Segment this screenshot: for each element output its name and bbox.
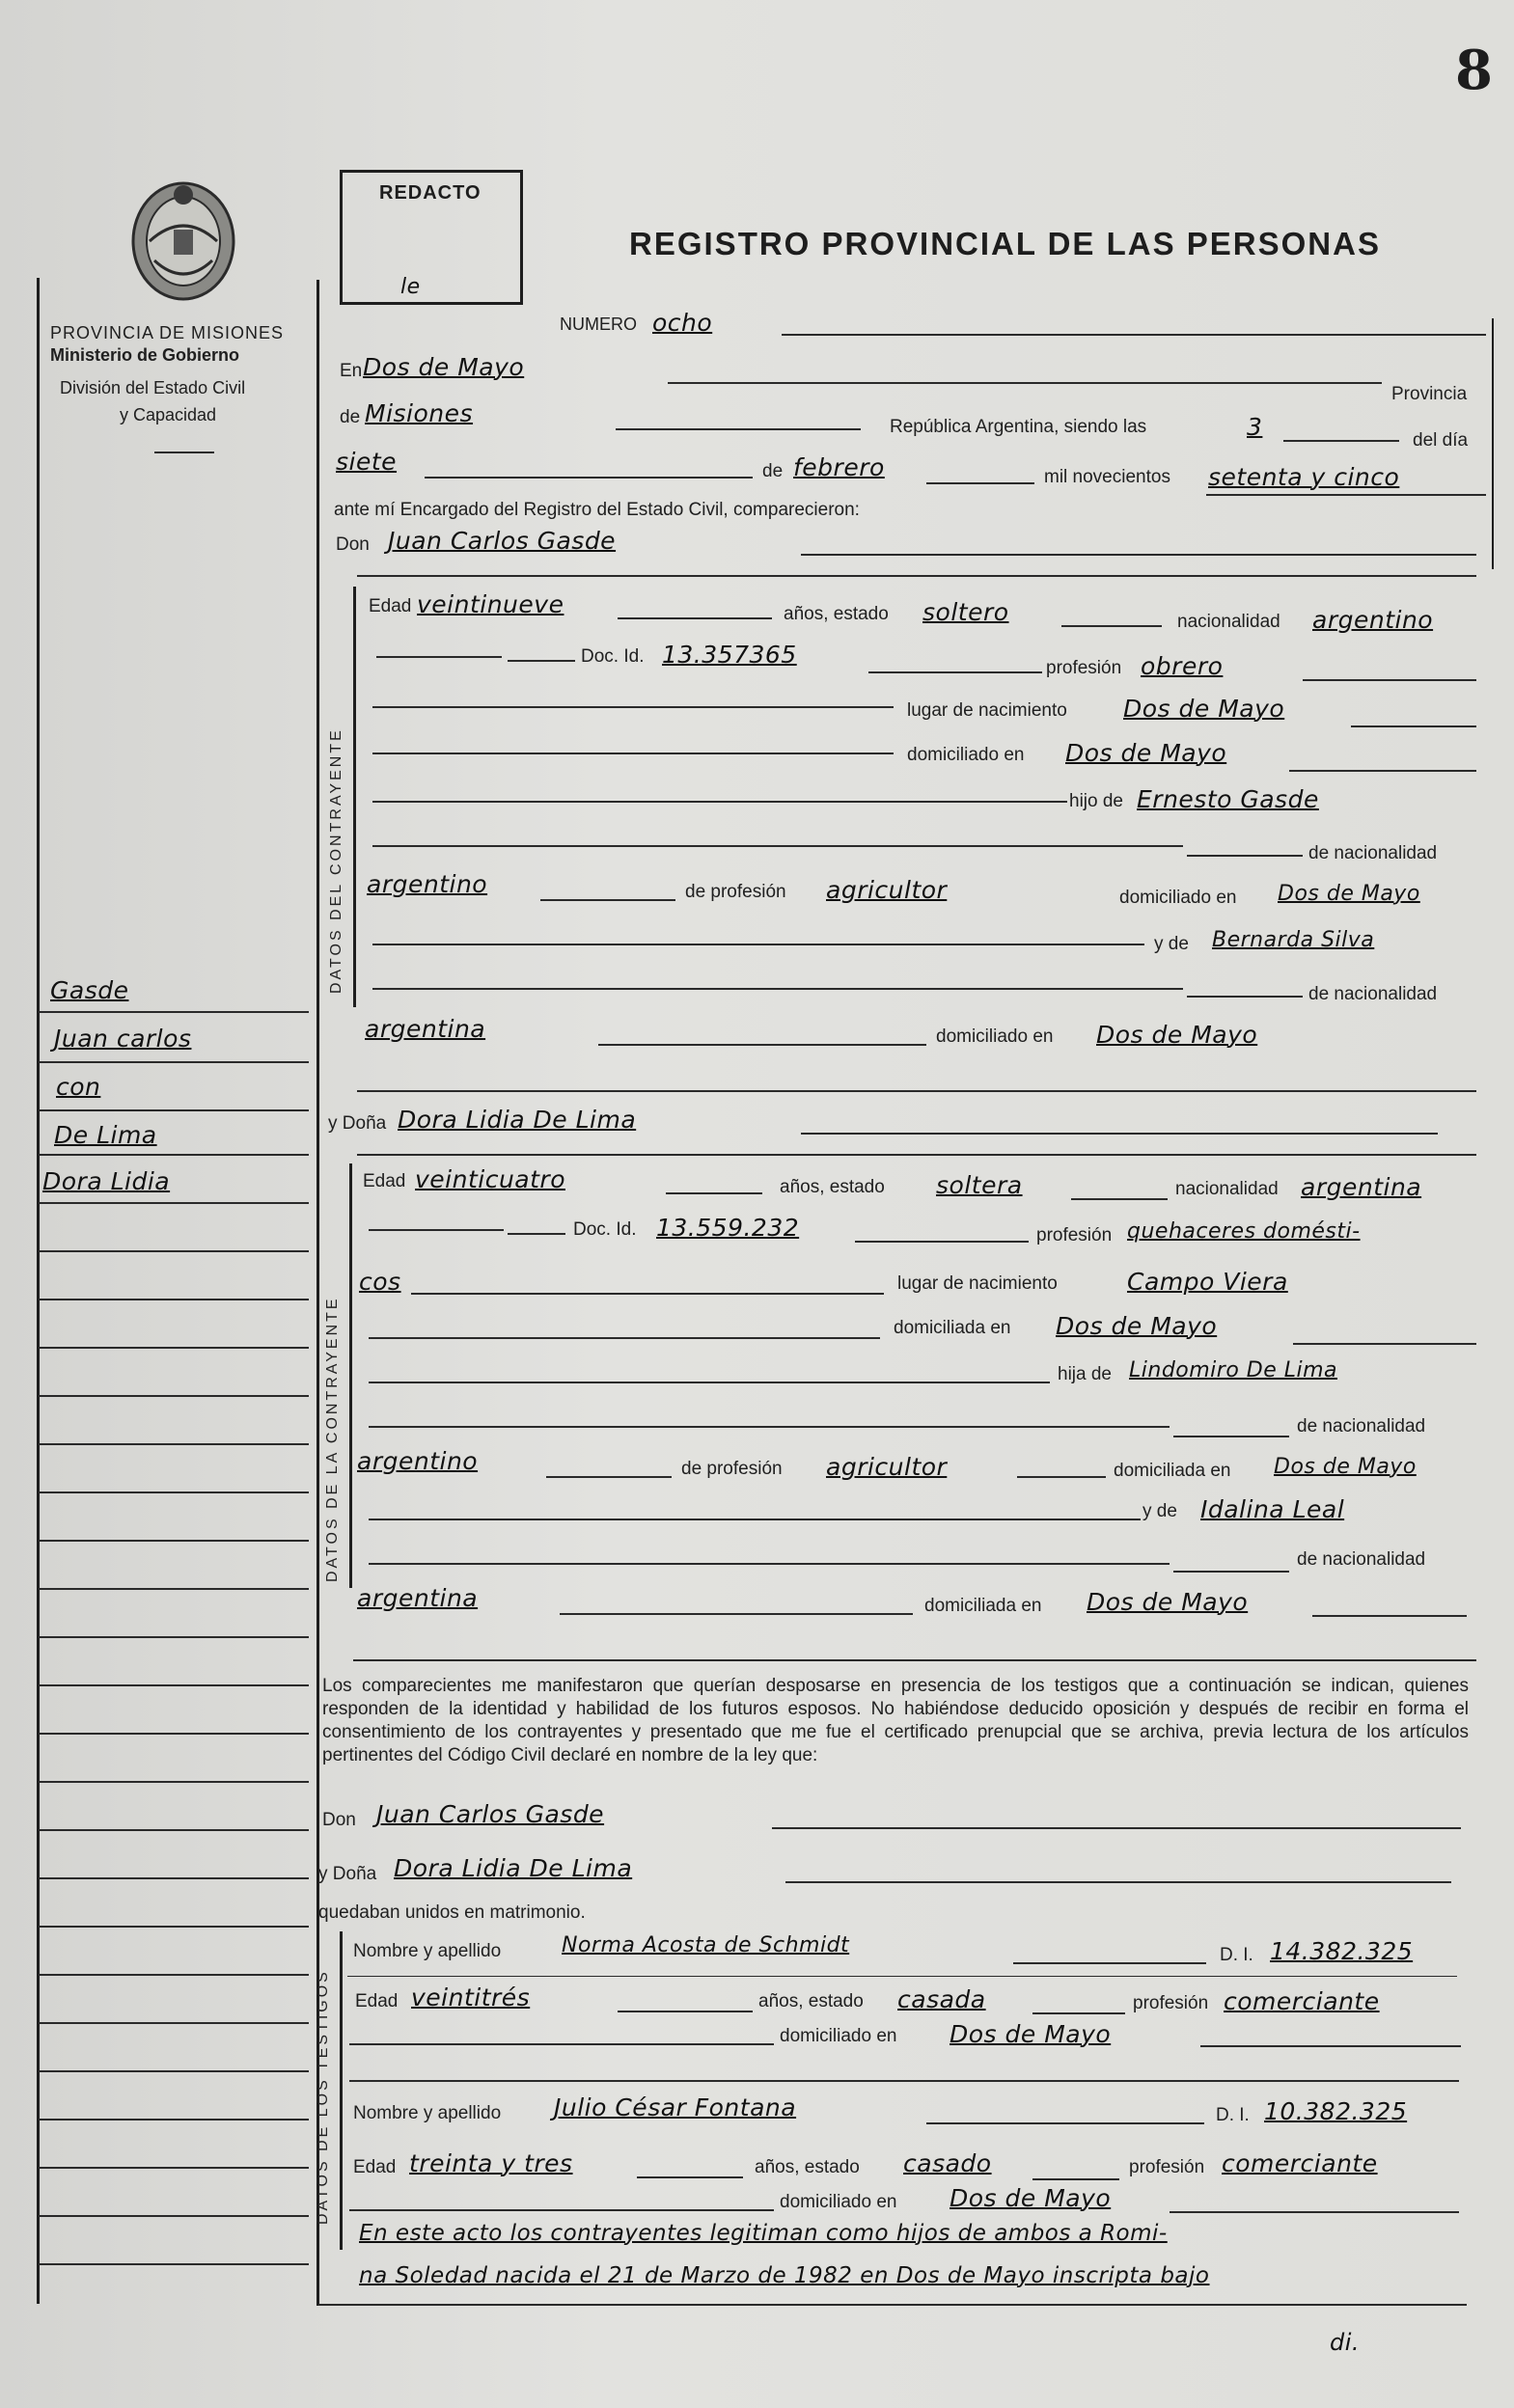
province-label: PROVINCIA DE MISIONES — [50, 323, 285, 342]
contrayente-domiciliado-value: Dos de Mayo — [1065, 739, 1227, 767]
capacity-label: y Capacidad — [120, 405, 217, 424]
declaration-dona-value: Dora Lidia De Lima — [394, 1854, 633, 1882]
testigo2-di-label: D. I. — [1216, 2105, 1250, 2125]
matrimonio-text: quedaban unidos en matrimonio. — [318, 1902, 586, 1923]
ante-text: ante mí Encargado del Registro del Estado Civil, comparecieron: — [334, 500, 860, 520]
contrayenta-profesion-label: profesión — [1036, 1225, 1113, 1245]
contrayenta-profesion-value: quehaceres domésti- — [1127, 1219, 1361, 1244]
division-label: División del Estado Civil — [60, 378, 246, 397]
contrayenta-nacionalidad-label: nacionalidad — [1175, 1179, 1279, 1199]
contrayenta-hija-label: hija de — [1058, 1364, 1112, 1384]
contrayenta-nacionalidad-value: argentina — [1301, 1173, 1422, 1201]
hora-value: 3 — [1247, 413, 1263, 441]
page-number: 8 — [1455, 39, 1493, 102]
contrayenta-madre-dom-label: domiciliada en — [924, 1596, 1042, 1616]
provincia-label: Provincia — [1391, 384, 1468, 404]
contrayente-madre-nacionalidad: argentina — [365, 1015, 486, 1043]
contrayente-profesion-value: obrero — [1141, 652, 1224, 680]
contrayente-domiciliado-label: domiciliado en — [907, 745, 1025, 765]
contrayente-profesion-label: profesión — [1046, 658, 1122, 678]
contrayente-y-de-label: y de — [1154, 934, 1189, 954]
contrayente-doc-value: 13.357365 — [662, 641, 797, 669]
mil-label: mil novecientos — [1044, 467, 1170, 487]
declaration-text: Los comparecientes me manifestaron que querían desposarse en presencia de los testigos que a continuación se indican, quienes responden de la identidad y habilidad de los futuros esposos. No habiéndose deducido oposición y después de recibir en forma el consentimiento de los contrayentes y presentado que me fue el certificado prenupcial que se archiva, previa lectura de los artículos pertinentes del Código Civil declaré en nombre de la ley que: — [322, 1676, 1469, 1765]
contrayente-de-profesion-label: de profesión — [685, 882, 786, 902]
coat-of-arms-emblem — [125, 172, 241, 307]
contrayenta-padre-domicilio: Dos de Mayo — [1274, 1455, 1417, 1479]
testigo2-estado-value: casado — [903, 2149, 992, 2177]
en-label: En — [340, 361, 363, 381]
contrayenta-edad-value: veinticuatro — [415, 1165, 565, 1193]
testigo2-nombre-label: Nombre y apellido — [353, 2103, 502, 2123]
contrayente-anos-label: años, estado — [784, 604, 889, 624]
contrayenta-madre-nacionalidad: argentina — [357, 1584, 479, 1612]
dona-label: y Doña — [328, 1113, 387, 1134]
testigo2-profesion-label: profesión — [1129, 2157, 1205, 2177]
anio-value: setenta y cinco — [1208, 463, 1400, 491]
contrayenta-padre-nacionalidad: argentino — [357, 1447, 479, 1475]
contrayente-section-label: DATOS DEL CONTRAYENTE — [328, 727, 344, 994]
margin-note-con: con — [56, 1073, 101, 1101]
contrayenta-de-profesion-label: de profesión — [681, 1459, 783, 1479]
contrayente-padre-domicilio: Dos de Mayo — [1278, 882, 1420, 906]
contrayenta-domiciliada-value: Dos de Mayo — [1056, 1312, 1218, 1340]
margin-note-given-name-2: Dora Lidia — [42, 1167, 171, 1195]
del-dia-label: del día — [1413, 430, 1469, 451]
en-value: Dos de Mayo — [363, 353, 525, 381]
contrayenta-madre-domicilio: Dos de Mayo — [1087, 1588, 1249, 1616]
contrayenta-padre-value: Lindomiro De Lima — [1129, 1358, 1338, 1382]
testigo1-estado-value: casada — [897, 1985, 986, 2013]
contrayenta-domiciliada-label: domiciliada en — [894, 1318, 1011, 1338]
contrayente-padre-dom-label: domiciliado en — [1119, 888, 1237, 908]
testigo1-domiciliado-label: domiciliado en — [780, 2026, 897, 2046]
testigo2-nombre-value: Julio César Fontana — [554, 2093, 797, 2121]
testigo1-di-label: D. I. — [1220, 1945, 1253, 1965]
contrayente-madre-dom-label: domiciliado en — [936, 1026, 1054, 1047]
contrayenta-section-label: DATOS DE LA CONTRAYENTE — [324, 1296, 341, 1582]
contrayenta-doc-value: 13.559.232 — [656, 1214, 800, 1242]
contrayente-nacionalidad-label: nacionalidad — [1177, 612, 1280, 632]
contrayenta-anos-label: años, estado — [780, 1177, 885, 1197]
testigo1-domiciliado-value: Dos de Mayo — [950, 2020, 1112, 2048]
testigo1-di-value: 14.382.325 — [1270, 1937, 1414, 1965]
testigo2-anos-label: años, estado — [755, 2157, 860, 2177]
contrayente-de-nacionalidad-label-2: de nacionalidad — [1308, 984, 1438, 1004]
dia-value: siete — [336, 448, 398, 476]
margin-note-surname-2: De Lima — [54, 1121, 157, 1149]
contrayenta-y-de-label: y de — [1142, 1501, 1177, 1521]
contrayenta-padre-profesion: agricultor — [826, 1453, 948, 1481]
contrayente-estado-value: soltero — [922, 598, 1009, 626]
margin-note-given-name: Juan carlos — [54, 1025, 192, 1053]
contrayente-padre-value: Ernesto Gasde — [1137, 785, 1319, 813]
contrayenta-doc-label: Doc. Id. — [573, 1219, 637, 1240]
testigo2-domiciliado-label: domiciliado en — [780, 2192, 897, 2212]
contrayente-edad-label: Edad — [369, 596, 412, 616]
de-label: de — [340, 407, 361, 427]
contrayenta-lugar-value: Campo Viera — [1127, 1268, 1288, 1296]
contrayente-padre-nacionalidad: argentino — [367, 870, 488, 898]
contrayente-nacionalidad-value: argentino — [1312, 606, 1434, 634]
redacto-label: REDACTO — [379, 182, 482, 204]
contrayente-hijo-label: hijo de — [1069, 791, 1123, 811]
redacto-mark: le — [400, 275, 421, 299]
testigo1-nombre-value: Norma Acosta de Schmidt — [562, 1933, 850, 1957]
contrayente-madre-value: Bernarda Silva — [1212, 928, 1375, 952]
ministry-label: Ministerio de Gobierno — [50, 345, 240, 365]
margin-note-surname: Gasde — [50, 976, 129, 1004]
document-title: REGISTRO PROVINCIAL DE LAS PERSONAS — [629, 226, 1381, 261]
contrayenta-edad-label: Edad — [363, 1171, 406, 1191]
contrayente-de-nacionalidad-label: de nacionalidad — [1308, 843, 1438, 863]
note-line-2: na Soledad nacida el 21 de Marzo de 1982 en Dos de Mayo inscripta bajo — [359, 2263, 1210, 2288]
province-value: Misiones — [365, 399, 474, 427]
declaration-don-label: Don — [322, 1810, 356, 1830]
contrayente-madre-domicilio: Dos de Mayo — [1096, 1021, 1258, 1049]
republica-label: República Argentina, siendo las — [890, 417, 1147, 437]
testigo1-edad-label: Edad — [355, 1991, 399, 2011]
testigos-section-label: DATOS DE LOS TESTIGOS — [315, 1969, 331, 2225]
don-value: Juan Carlos Gasde — [388, 527, 617, 555]
contrayenta-profesion-cont: cos — [359, 1268, 401, 1296]
testigo2-edad-value: treinta y tres — [409, 2149, 573, 2177]
contrayente-doc-label: Doc. Id. — [581, 646, 645, 667]
testigo1-anos-label: años, estado — [758, 1991, 864, 2011]
numero-label: NUMERO — [560, 315, 637, 334]
testigo2-edad-label: Edad — [353, 2157, 397, 2177]
declaration-dona-label: y Doña — [318, 1864, 377, 1884]
testigo1-nombre-label: Nombre y apellido — [353, 1941, 502, 1961]
contrayenta-de-nacionalidad-label: de nacionalidad — [1297, 1416, 1426, 1437]
footer-mark: di. — [1330, 2329, 1361, 2356]
contrayente-lugar-label: lugar de nacimiento — [907, 700, 1067, 721]
testigo1-profesion-value: comerciante — [1224, 1987, 1380, 2015]
contrayenta-lugar-label: lugar de nacimiento — [897, 1273, 1058, 1294]
testigo2-profesion-value: comerciante — [1222, 2149, 1378, 2177]
contrayenta-madre-value: Idalina Leal — [1200, 1495, 1345, 1523]
mes-value: febrero — [793, 453, 885, 481]
contrayenta-de-nacionalidad-label-2: de nacionalidad — [1297, 1549, 1426, 1570]
note-line-1: En este acto los contrayentes legitiman como hijos de ambos a Romi- — [359, 2221, 1168, 2246]
contrayente-edad-value: veintinueve — [417, 590, 564, 618]
numero-value: ocho — [652, 309, 713, 337]
contrayente-lugar-value: Dos de Mayo — [1123, 695, 1285, 723]
contrayenta-estado-value: soltera — [936, 1171, 1023, 1199]
redacto-box — [340, 170, 523, 305]
contrayente-padre-profesion: agricultor — [826, 876, 948, 904]
testigo1-profesion-label: profesión — [1133, 1993, 1209, 2013]
testigo2-domiciliado-value: Dos de Mayo — [950, 2184, 1112, 2212]
dona-value: Dora Lidia De Lima — [398, 1106, 637, 1134]
testigo2-di-value: 10.382.325 — [1264, 2097, 1408, 2125]
contrayenta-padre-dom-label: domiciliada en — [1114, 1461, 1231, 1481]
de-mes-label: de — [762, 461, 784, 481]
declaration-don-value: Juan Carlos Gasde — [376, 1800, 605, 1828]
don-label: Don — [336, 534, 370, 555]
testigo1-edad-value: veintitrés — [411, 1984, 531, 2011]
